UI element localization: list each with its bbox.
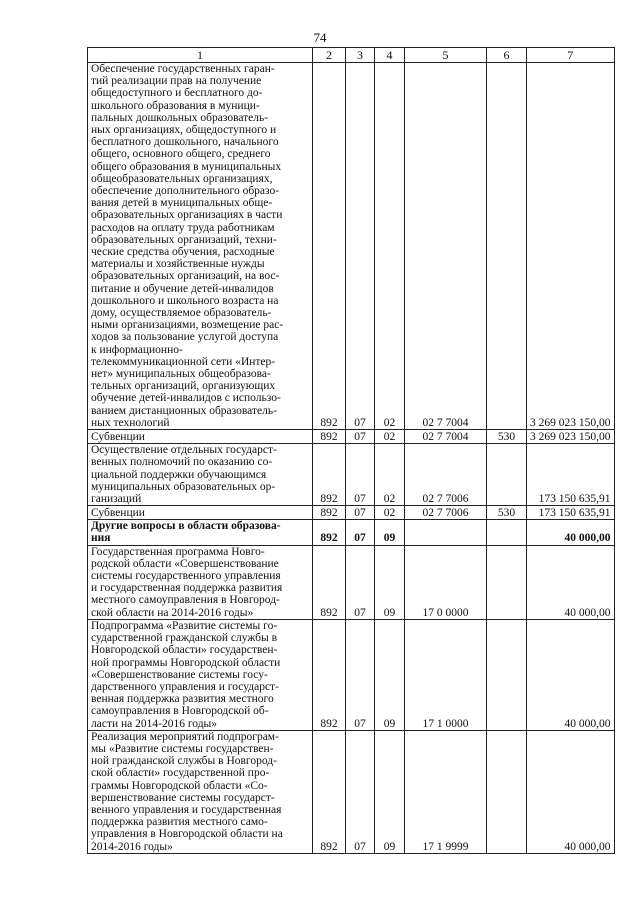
table-row bbox=[88, 730, 615, 853]
cell-col5: 17 1 9999 bbox=[405, 730, 487, 853]
cell-col4: 09 bbox=[375, 619, 405, 730]
row-name-cell: Субвенции bbox=[88, 506, 313, 520]
cell-col7: 173 150 635,91 bbox=[527, 506, 615, 520]
table-row bbox=[88, 444, 615, 506]
table-row bbox=[88, 430, 615, 444]
row-name-cell: Осуществление отдельных государст- венных полномочий по оказанию со- циальной поддержки обучающимся муниципальных образовательных ор- ганизаций bbox=[88, 444, 313, 506]
table-header-row bbox=[88, 48, 615, 63]
page-number: 74 bbox=[313, 30, 327, 45]
cell-col5: 17 1 0000 bbox=[405, 619, 487, 730]
cell-col3: 07 bbox=[346, 430, 375, 444]
cell-col6 bbox=[487, 619, 527, 730]
cell-col3: 07 bbox=[346, 520, 375, 545]
cell-col6 bbox=[487, 63, 527, 430]
budget-table bbox=[87, 47, 615, 854]
header-cell: 7 bbox=[527, 48, 615, 63]
cell-col5: 02 7 7006 bbox=[405, 444, 487, 506]
row-name-cell: Обеспечение государственных гаран- тий реализации прав на получение общедоступного и бесплатного до- школьного образования в муници- пальных дошкольных образователь- ных организациях, общедоступного и бесплатного дошкольного, начального общего, основного общего, среднего общего образования в муниципальных общеобразовательных организациях, обеспечение дополнительного образо- вания детей в муниципальных обще- образовательных организациях в части расходов на оплату труда работникам образовательных организаций, техни- ческие средства обучения, расходные материалы и хозяйственные нужды образовательных организаций, на вос- питание и обучение детей-инвалидов дошкольного и школьного возраста на дому, осуществляемое образователь- ными организациями, возмещение рас- ходов за пользование услугой доступа к информационно- телекоммуникационной сети «Интер- нет» муниципальных общеобразова- тельных организаций, организующих обучение детей-инвалидов с использо- ванием дистанционных образователь- ных технологий bbox=[88, 63, 313, 430]
cell-col4: 02 bbox=[375, 430, 405, 444]
cell-col7: 3 269 023 150,00 bbox=[527, 63, 615, 430]
cell-col6 bbox=[487, 444, 527, 506]
cell-col4: 09 bbox=[375, 545, 405, 619]
cell-col3: 07 bbox=[346, 619, 375, 730]
cell-col4: 02 bbox=[375, 444, 405, 506]
cell-col5: 02 7 7004 bbox=[405, 63, 487, 430]
cell-col2: 892 bbox=[313, 545, 346, 619]
row-name-cell: Субвенции bbox=[88, 430, 313, 444]
cell-col2: 892 bbox=[313, 506, 346, 520]
cell-col2: 892 bbox=[313, 444, 346, 506]
table-row bbox=[88, 63, 615, 430]
cell-col4: 09 bbox=[375, 520, 405, 545]
cell-col3: 07 bbox=[346, 545, 375, 619]
table-row bbox=[88, 619, 615, 730]
cell-col7: 40 000,00 bbox=[527, 730, 615, 853]
table-row bbox=[88, 545, 615, 619]
cell-col6: 530 bbox=[487, 430, 527, 444]
header-cell: 5 bbox=[405, 48, 487, 63]
cell-col3: 07 bbox=[346, 444, 375, 506]
cell-col5: 17 0 0000 bbox=[405, 545, 487, 619]
header-cell: 6 bbox=[487, 48, 527, 63]
header-cell: 3 bbox=[346, 48, 375, 63]
cell-col5: 02 7 7004 bbox=[405, 430, 487, 444]
table-row bbox=[88, 506, 615, 520]
cell-col2: 892 bbox=[313, 520, 346, 545]
cell-col6 bbox=[487, 520, 527, 545]
cell-col3: 07 bbox=[346, 730, 375, 853]
cell-col3: 07 bbox=[346, 506, 375, 520]
cell-col2: 892 bbox=[313, 730, 346, 853]
row-name-cell: Другие вопросы в области образова- ния bbox=[88, 520, 313, 545]
row-name-cell: Государственная программа Новго- родской области «Совершенствование системы государственного управления и государственная поддержка развития местного самоуправления в Новгород- ской области на 2014-2016 годы» bbox=[88, 545, 313, 619]
cell-col7: 3 269 023 150,00 bbox=[527, 430, 615, 444]
header-cell: 2 bbox=[313, 48, 346, 63]
cell-col3: 07 bbox=[346, 63, 375, 430]
cell-col4: 02 bbox=[375, 63, 405, 430]
table-row bbox=[88, 520, 615, 545]
cell-col6 bbox=[487, 545, 527, 619]
cell-col7: 40 000,00 bbox=[527, 520, 615, 545]
cell-col4: 09 bbox=[375, 730, 405, 853]
cell-col6: 530 bbox=[487, 506, 527, 520]
cell-col4: 02 bbox=[375, 506, 405, 520]
row-name-cell: Подпрограмма «Развитие системы го- сударственной гражданской службы в Новгородской области» государствен- ной программы Новгородской области «Совершенствование системы госу- дарственного управления и государст- венная поддержка развития местного самоуправления в Новгородской об- ласти на 2014-2016 годы» bbox=[88, 619, 313, 730]
cell-col2: 892 bbox=[313, 619, 346, 730]
cell-col6 bbox=[487, 730, 527, 853]
header-cell: 4 bbox=[375, 48, 405, 63]
cell-col5: 02 7 7006 bbox=[405, 506, 487, 520]
cell-col2: 892 bbox=[313, 430, 346, 444]
cell-col7: 40 000,00 bbox=[527, 545, 615, 619]
cell-col2: 892 bbox=[313, 63, 346, 430]
row-name-cell: Реализация мероприятий подпрограм- мы «Развитие системы государствен- ной гражданской службы в Новгород- ской области» государственной про- граммы Новгородской области «Со- вершенствование системы государст- венного управления и государственная поддержка развития местного само- управления в Новгородской области на 2014-2016 годы» bbox=[88, 730, 313, 853]
cell-col7: 173 150 635,91 bbox=[527, 444, 615, 506]
header-cell: 1 bbox=[88, 48, 313, 63]
cell-col7: 40 000,00 bbox=[527, 619, 615, 730]
cell-col5 bbox=[405, 520, 487, 545]
